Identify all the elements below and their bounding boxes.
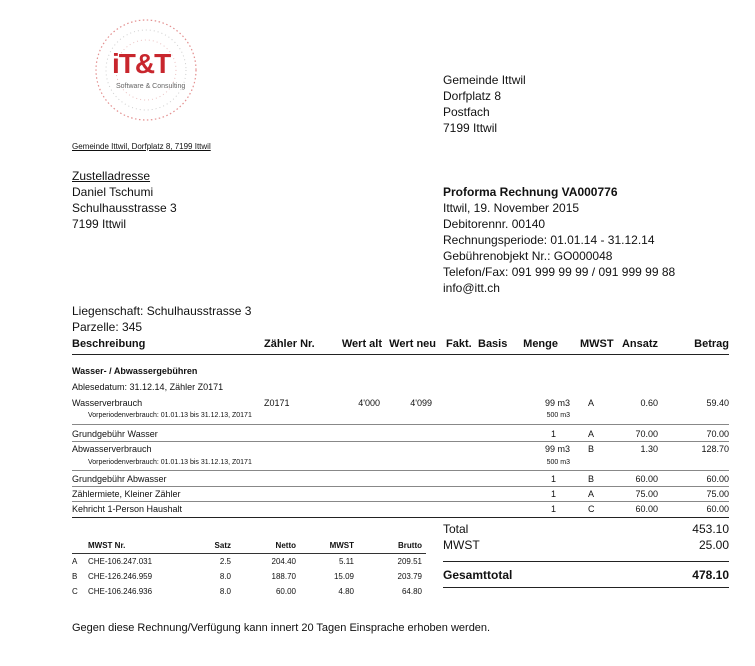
row-desc: Kehricht 1-Person Haushalt xyxy=(72,504,183,514)
row-menge: 1 xyxy=(550,429,556,439)
invoice-info xyxy=(443,184,675,296)
col-header-mwst: MWST xyxy=(580,338,614,350)
row-wert-alt: 4'000 xyxy=(358,398,380,408)
vat-netto: 60.00 xyxy=(275,587,296,596)
row-menge: 99 m3 xyxy=(544,398,570,408)
vat-brutto: 209.51 xyxy=(397,557,422,566)
total-label: Total xyxy=(443,522,469,536)
property-parzelle: Parzelle: 345 xyxy=(72,320,143,334)
section-title: Wasser- / Abwassergebühren xyxy=(72,366,198,376)
vat-netto: 188.70 xyxy=(271,572,296,581)
row-betrag: 60.00 xyxy=(706,504,729,514)
row-betrag: 70.00 xyxy=(706,429,729,439)
table-bottom-divider xyxy=(72,517,729,518)
row-mwst: A xyxy=(588,398,595,408)
vat-code: A xyxy=(72,557,78,566)
col-header-wert-alt: Wert alt xyxy=(341,338,382,350)
vat-mwst: 4.80 xyxy=(338,587,354,596)
gesamttotal-value: 478.10 xyxy=(692,568,729,582)
row-desc: Wasserverbrauch xyxy=(72,398,143,408)
invoice-line: Rechnungsperiode: 01.01.14 - 31.12.14 xyxy=(443,233,655,247)
row-note-menge: 500 m3 xyxy=(546,412,570,419)
row-note: Vorperiodenverbrauch: 01.01.13 bis 31.12.13, Z0171 xyxy=(88,412,252,419)
vat-mwst: 5.11 xyxy=(339,557,354,566)
row-ansatz: 60.00 xyxy=(635,474,658,484)
col-header-zaehler: Zähler Nr. xyxy=(264,338,315,350)
row-mwst: C xyxy=(588,504,595,514)
row-zaehler: Z0171 xyxy=(264,398,290,408)
recipient-line: Postfach xyxy=(443,105,490,119)
row-ansatz: 60.00 xyxy=(635,504,658,514)
mwst-label: MWST xyxy=(443,538,480,552)
col-header-fakt: Fakt. xyxy=(446,338,472,350)
row-desc: Grundgebühr Abwasser xyxy=(72,474,167,484)
row-menge: 1 xyxy=(550,489,556,499)
vat-mwst: 15.09 xyxy=(333,572,354,581)
vat-nr: CHE-106.247.031 xyxy=(88,557,153,566)
row-note-menge: 500 m3 xyxy=(546,459,570,466)
logo-brand xyxy=(112,48,170,80)
row-menge: 1 xyxy=(550,474,556,484)
row-betrag: 60.00 xyxy=(706,474,729,484)
recipient-line: Dorfplatz 8 xyxy=(443,89,502,103)
vat-code: B xyxy=(72,572,78,581)
row-ansatz: 70.00 xyxy=(635,429,658,439)
row-menge: 1 xyxy=(550,504,556,514)
row-divider xyxy=(72,470,729,471)
vat-satz: 2.5 xyxy=(219,557,231,566)
vat-code: C xyxy=(72,587,78,596)
gesamttotal-label: Gesamttotal xyxy=(443,568,513,582)
totals-divider xyxy=(443,561,729,562)
row-menge: 99 m3 xyxy=(544,444,570,454)
vat-header-satz: Satz xyxy=(214,541,231,550)
invoice-line: info@itt.ch xyxy=(443,281,500,295)
vat-header-nr: MWST Nr. xyxy=(88,541,126,550)
delivery-line: Daniel Tschumi xyxy=(72,185,154,199)
row-mwst: B xyxy=(588,444,595,454)
row-divider xyxy=(72,486,729,487)
col-header-ansatz: Ansatz xyxy=(621,338,658,350)
row-wert-neu: 4'099 xyxy=(410,398,432,408)
row-ansatz: 75.00 xyxy=(635,489,658,499)
logo-tagline: Software & Consulting xyxy=(116,83,186,90)
row-desc: Grundgebühr Wasser xyxy=(72,429,158,439)
vat-header-divider xyxy=(72,553,426,554)
total-value: 453.10 xyxy=(692,522,729,536)
vat-nr: CHE-126.246.959 xyxy=(88,572,153,581)
footer-note: Gegen diese Rechnung/Verfügung kann innert 20 Tagen Einsprache erhoben werden. xyxy=(72,622,491,634)
vat-netto: 204.40 xyxy=(271,557,296,566)
row-ansatz: 1.30 xyxy=(640,444,658,454)
invoice-title: Proforma Rechnung VA000776 xyxy=(443,185,618,199)
row-desc: Zählermiete, Kleiner Zähler xyxy=(72,489,181,499)
invoice-line: Ittwil, 19. November 2015 xyxy=(443,201,580,215)
row-betrag: 128.70 xyxy=(701,444,729,454)
row-betrag: 75.00 xyxy=(706,489,729,499)
row-betrag: 59.40 xyxy=(706,398,729,408)
row-divider xyxy=(72,424,729,425)
vat-header-brutto: Brutto xyxy=(398,541,422,550)
invoice-line: Gebührenobjekt Nr.: GO000048 xyxy=(443,249,613,263)
company-logo xyxy=(88,12,228,132)
vat-header-netto: Netto xyxy=(275,541,296,550)
delivery-address xyxy=(72,168,177,232)
ablesedatum: Ablesedatum: 31.12.14, Zähler Z0171 xyxy=(72,382,224,392)
row-divider xyxy=(72,501,729,502)
vat-nr: CHE-106.246.936 xyxy=(88,587,153,596)
col-header-beschreibung: Beschreibung xyxy=(72,338,146,350)
vat-satz: 8.0 xyxy=(219,572,231,581)
row-ansatz: 0.60 xyxy=(640,398,658,408)
row-mwst: B xyxy=(588,474,595,484)
row-mwst: A xyxy=(588,429,595,439)
invoice-line: Telefon/Fax: 091 999 99 99 / 091 999 99 88 xyxy=(443,265,676,279)
col-header-basis: Basis xyxy=(478,338,508,350)
vat-header-mwst: MWST xyxy=(329,541,354,550)
table-header-divider xyxy=(72,354,729,355)
recipient-line: Gemeinde Ittwil xyxy=(443,73,526,87)
invoice-line: Debitorennr. 00140 xyxy=(443,217,546,231)
property-info xyxy=(72,303,251,335)
vat-satz: 8.0 xyxy=(219,587,231,596)
vat-brutto: 203.79 xyxy=(397,572,422,581)
row-desc: Abwasserverbrauch xyxy=(72,444,152,454)
delivery-line: Schulhausstrasse 3 xyxy=(72,201,177,215)
recipient-line: 7199 Ittwil xyxy=(443,121,498,135)
row-mwst: A xyxy=(588,489,595,499)
col-header-menge: Menge xyxy=(523,338,558,350)
delivery-line: 7199 Ittwil xyxy=(72,217,127,231)
property-liegenschaft: Liegenschaft: Schulhausstrasse 3 xyxy=(72,304,252,318)
delivery-heading: Zustelladresse xyxy=(72,169,151,183)
mwst-value: 25.00 xyxy=(698,538,729,552)
recipient-address xyxy=(443,72,526,136)
col-header-wert-neu: Wert neu xyxy=(389,338,436,350)
gesamttotal-underline xyxy=(443,587,729,588)
logo-brand-text: iT&T xyxy=(112,48,171,79)
col-header-betrag: Betrag xyxy=(694,338,729,350)
row-note: Vorperiodenverbrauch: 01.01.13 bis 31.12.13, Z0171 xyxy=(88,459,252,466)
vat-brutto: 64.80 xyxy=(401,587,422,596)
row-divider xyxy=(72,441,729,442)
sender-line: Gemeinde Ittwil, Dorfplatz 8, 7199 Ittwil xyxy=(72,142,211,151)
